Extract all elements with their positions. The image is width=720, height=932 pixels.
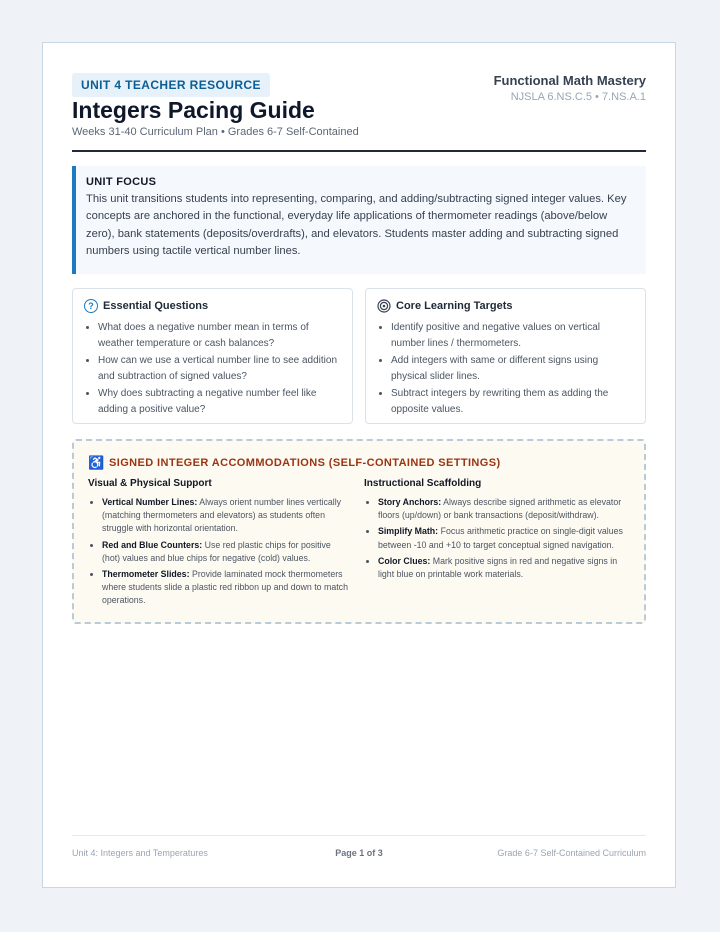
item-label: Color Clues: [378, 555, 431, 566]
target-icon [377, 299, 391, 313]
list-item: • What does a negative number mean in terms of weather temperature or cash balances? [98, 320, 342, 351]
question-circle-icon: ? [84, 299, 98, 313]
learning-targets-card [365, 288, 646, 424]
document-page [42, 42, 676, 888]
list-item [378, 525, 626, 551]
visual-support-column [88, 478, 350, 611]
resource-badge: UNIT 4 TEACHER RESOURCE [72, 73, 270, 97]
list-item [102, 539, 350, 565]
list-item: • How can we use a vertical number line to see addition and subtraction of signed values? [98, 353, 342, 384]
item-text: Use red plastic chips for positive (hot) values and blue chips for negative (cold) values. [102, 539, 331, 563]
column-title: Instructional Scaffolding [364, 478, 482, 489]
standards-codes: NJSLA 6.NS.C.5 • 7.NS.A.1 [510, 91, 646, 103]
page-total: 3 [377, 848, 383, 858]
accommodations-panel [72, 439, 646, 624]
footer-curriculum-label: Grade 6-7 Self-Contained Curriculum [497, 848, 646, 858]
page-title: Integers Pacing Guide [72, 97, 315, 123]
list-item: • Subtract integers by rewriting them as adding the opposite values. [391, 386, 635, 417]
list-item: • Identify positive and negative values on vertical number lines / thermometers. [391, 320, 635, 351]
unit-focus-body: This unit transitions students into representing, comparing, and adding/subtracting signed integer values. Key concepts are anchored in the functional, everyday life applications of thermometer readings (above/below zero), bank statements (deposits/overdrafts), and elevators. Students master adding and subtracting signed numbers using tactile vertical number lines. [86, 193, 627, 258]
essential-questions-card [72, 288, 353, 424]
accessibility-icon: ♿ [88, 455, 105, 470]
unit-focus-callout [72, 166, 646, 274]
essential-questions-title: Essential Questions [103, 300, 209, 312]
item-text: Always describe signed arithmetic as elevator floors (up/down) or bank transactions (deposit/withdraw). [378, 497, 622, 521]
item-text: Always orient number lines vertically (matching thermometers and elevators) as students often struggle with horizontal orientation. [102, 497, 342, 534]
header-divider [72, 150, 646, 152]
learning-targets-list [377, 320, 635, 419]
accommodations-header [88, 455, 501, 471]
page-of: of [364, 848, 378, 858]
essential-questions-list [84, 320, 342, 419]
item-text: Mark positive signs in red and negative signs in light blue on printable work materials. [378, 555, 618, 580]
footer-divider [72, 835, 646, 836]
essential-questions-header [84, 299, 208, 313]
item-label: Story Anchors: [378, 497, 442, 507]
scaffolding-column [364, 478, 626, 584]
column-title: Visual & Physical Support [88, 478, 212, 489]
item-label: Red and Blue Counters: [102, 539, 203, 550]
page-subtitle: Weeks 31-40 Curriculum Plan • Grades 6-7 Self-Contained [72, 126, 359, 138]
page-label: Page [335, 848, 360, 858]
item-label: Thermometer Slides: [102, 569, 190, 580]
learning-targets-header [377, 299, 513, 313]
unit-focus-heading: UNIT FOCUS [86, 176, 157, 188]
item-text: Focus arithmetic practice on single-digit values between -10 and +10 to target conceptual signed navigation. [378, 526, 623, 550]
item-text: Provide laminated mock thermometers where students slide a plastic red ribbon up and down to match operations. [102, 569, 348, 606]
brand-name: Functional Math Mastery [493, 73, 646, 88]
list-item: • Add integers with same or different signs using physical slider lines. [391, 353, 635, 384]
list-item [102, 568, 350, 608]
learning-targets-title: Core Learning Targets [396, 300, 513, 312]
list-item: • Why does subtracting a negative number feel like adding a positive value? [98, 386, 342, 417]
item-label: Vertical Number Lines: [102, 497, 198, 507]
footer-unit-label: Unit 4: Integers and Temperatures [72, 848, 208, 858]
list-item [378, 555, 626, 581]
scaffolding-list [364, 496, 626, 581]
list-item [102, 496, 350, 536]
list-item [378, 496, 626, 522]
visual-support-list [88, 496, 350, 608]
page-current: 1 [359, 848, 365, 858]
item-label: Simplify Math: [378, 526, 439, 537]
accommodations-title: SIGNED INTEGER ACCOMMODATIONS (SELF-CONTAINED SETTINGS) [109, 457, 501, 469]
page-content [72, 43, 646, 887]
